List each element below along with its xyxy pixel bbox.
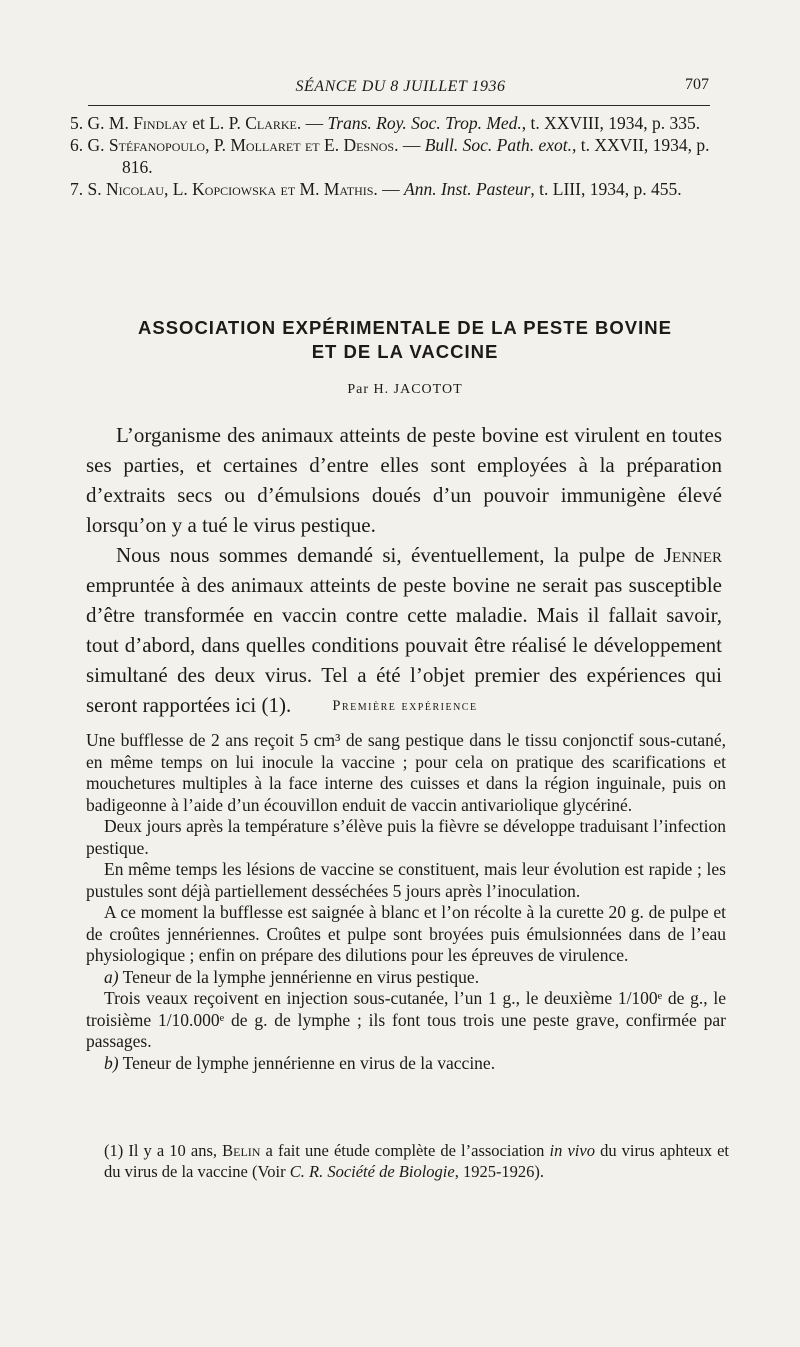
item-label: b) — [104, 1052, 119, 1073]
ref-sep: , — [205, 135, 214, 155]
paragraph: A ce moment la bufflesse est saignée à blanc et l’on récolte à la curette 20 g. de pulpe et de croûtes jennériennes. Croûtes et pulpe sont broyées puis émulsionnées dans de l’eau physiologique ; enfin on prépare des dilutions pour les épreuves de virulence. — [86, 902, 726, 965]
ref-details: t. XXVIII, 1934, p. 335. — [530, 113, 701, 133]
title-line: ET DE LA VACCINE — [311, 341, 499, 362]
ref-number: 5. — [70, 113, 84, 133]
text-run: empruntée à des animaux atteints de peste bovine ne serait pas susceptible d’être transformée en vaccin contre cette maladie. Mais il fallait savoir, tout d’abord, dans quelles conditions pouvait être réalisé le développement simultané des deux virus. Tel a été l’objet premier des expériences qui seront rapportées ici (1). — [86, 573, 722, 717]
reference-item: 7. S. Nicolau, L. Kopciowska et M. Mathis. — Ann. Inst. Pasteur, t. LIII, 1934, p. 455. — [70, 179, 682, 199]
section-heading: Première expérience — [332, 698, 478, 714]
article-title — [80, 316, 730, 364]
text-run: a fait une étude complète de l’association — [260, 1141, 550, 1160]
footnote-text — [104, 1140, 729, 1182]
page-number: 707 — [685, 76, 709, 93]
journal-title: C. R. Société de Biologie — [289, 1162, 455, 1181]
ref-author: L. Kopciowska et M. Mathis — [172, 179, 374, 199]
ref-number: 6. — [70, 135, 84, 155]
ref-sep: , — [163, 179, 173, 199]
byline: Par H. JACOTOT — [347, 382, 463, 397]
paragraph — [86, 1053, 726, 1075]
reference-item: 6. G. Stéfanopoulo, P. Mollaret et E. Desnos. — Bull. Soc. Path. exot., t. XXVII, 1934, p. 816. — [70, 135, 710, 177]
header-rule — [88, 105, 710, 106]
paragraph: Trois veaux reçoivent en injection sous-cutanée, l’un 1 g., le deuxième 1/100ᵉ de g., le troisième 1/10.000ᵉ de g. de lymphe ; ils font tous trois une peste grave, confirmée par passages. — [86, 988, 726, 1051]
ref-author: P. Mollaret et E. Desnos — [213, 135, 395, 155]
ref-journal: Trans. Roy. Soc. Trop. Med. — [327, 113, 522, 133]
person-name: Jenner — [663, 543, 722, 567]
ref-number: 7. — [70, 179, 84, 199]
paragraph: L’organisme des animaux atteints de peste bovine est virulent en toutes ses parties, et certaines d’entre elles sont employées à la préparation d’extraits secs ou d’émulsions doués d’un pouvoir immunigène élevé lorsqu’on y a tué le virus pestique. — [86, 423, 722, 537]
ref-author: S. Nicolau — [87, 179, 164, 199]
paragraph — [86, 540, 722, 720]
ref-details: t. LIII, 1934, p. 455. — [539, 179, 682, 199]
footnote — [104, 1140, 729, 1182]
text-run: Teneur de lymphe jennérienne en virus de la vaccine. — [118, 1052, 496, 1073]
ref-sep: et — [187, 113, 210, 133]
article-body — [86, 420, 722, 720]
paragraph: Deux jours après la température s’élève puis la fièvre se développe traduisant l’infection pestique. — [86, 816, 726, 858]
paragraph: Une bufflesse de 2 ans reçoit 5 cm³ de sang pestique dans le tissu conjonctif sous-cutané, en même temps on lui inocule la vaccine ; pour cela on pratique des scarifications et mouchetures multiples à la face interne des cuisses et dans la région inguinale, puis on badigeonne à l’aide d’un écouvillon enduit de vaccin antivariolique glycériné. — [86, 730, 726, 815]
page-header — [88, 76, 713, 100]
ref-journal: Ann. Inst. Pasteur — [404, 179, 531, 199]
reference-list — [70, 112, 720, 200]
text-run: du virus aphteux et du virus de la vaccine (Voir — [104, 1141, 730, 1181]
paragraph: En même temps les lésions de vaccine se constituent, mais leur évolution est rapide ; les pustules sont déjà partiellement desséchées 5 jours après l’inoculation. — [86, 859, 726, 901]
running-head: SÉANCE DU 8 JUILLET 1936 — [295, 78, 506, 95]
item-label: a) — [104, 966, 119, 987]
ref-journal: Bull. Soc. Path. exot. — [424, 135, 572, 155]
experiment-text — [86, 730, 726, 1074]
title-line: ASSOCIATION EXPÉRIMENTALE DE LA PESTE BOVINE — [138, 317, 672, 338]
reference-item: 5. G. M. Findlay et L. P. Clarke. — Trans. Roy. Soc. Trop. Med., t. XXVIII, 1934, p. 335. — [70, 113, 701, 133]
ref-author: G. Stéfanopoulo — [87, 135, 206, 155]
person-name: Belin — [222, 1141, 261, 1160]
italic-term: in vivo — [549, 1141, 595, 1160]
ref-details: t. XXVII, 1934, p. 816. — [122, 135, 710, 177]
text-run: Teneur de la lymphe jennérienne en virus pestique. — [118, 966, 480, 987]
paragraph — [86, 967, 726, 989]
text-run: Nous nous sommes demandé si, éventuellement, la pulpe de — [116, 543, 664, 567]
ref-author: L. P. Clarke — [209, 113, 297, 133]
ref-author: G. M. Findlay — [87, 113, 188, 133]
text-run: (1) Il y a 10 ans, — [104, 1141, 223, 1160]
text-run: , 1925-1926). — [454, 1162, 545, 1181]
